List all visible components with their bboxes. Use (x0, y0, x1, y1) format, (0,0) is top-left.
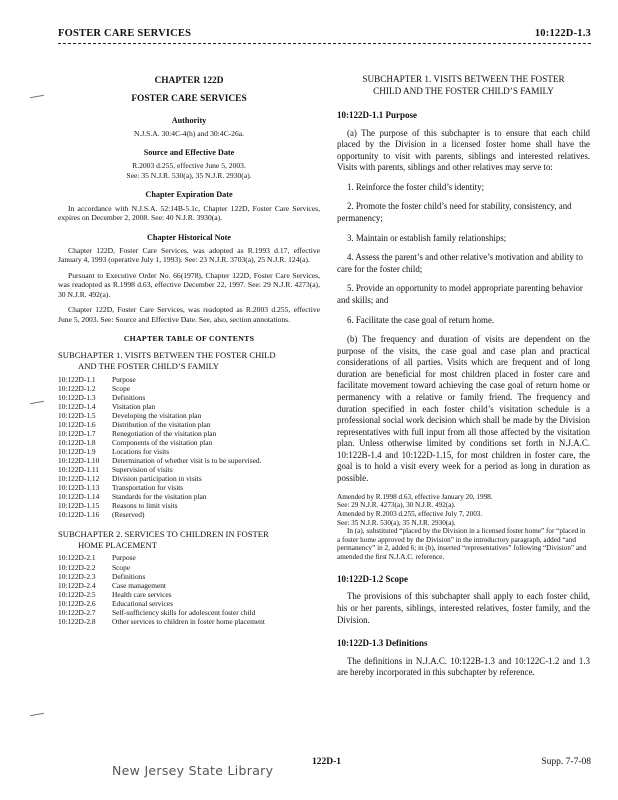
toc-entry (58, 420, 320, 429)
toc-entry (58, 590, 320, 599)
purpose-list-item: 1. Reinforce the foster child’s identity; (347, 181, 485, 192)
library-stamp: New Jersey State Library (112, 763, 274, 778)
amendment-line: See: 29 N.J.R. 4273(a), 30 N.J.R. 492(a). (337, 501, 456, 510)
section-heading-definitions: 10:122D-1.3 Definitions (337, 638, 428, 649)
amendment-line: Amended by R.2003 d.255, effective July 7, 2003. (337, 509, 483, 518)
toc-entry-number: 10:122D-2.8 (58, 616, 96, 626)
margin-mark (30, 95, 44, 98)
chapter-title: FOSTER CARE SERVICES (131, 93, 247, 104)
toc-entry (58, 411, 320, 420)
toc-entry-title: Definitions (112, 571, 146, 581)
toc-entry (58, 384, 320, 393)
toc-entry-number: 10:122D-1.13 (58, 482, 100, 492)
expiration-text: In accordance with N.J.S.A. 52:14B-5.1c, Chapter 122D, Foster Care Services, expires on December 2, 2008. See: 40 N.J.R. 3930(a). (58, 203, 320, 223)
subchapter-heading-line: SUBCHAPTER 1. VISITS BETWEEN THE FOSTER (362, 74, 565, 84)
left-column (58, 70, 320, 626)
toc-entry-number: 10:122D-2.1 (58, 553, 96, 563)
toc-subchapter-1 (58, 350, 320, 371)
toc-entry (58, 429, 320, 438)
toc-entry-number: 10:122D-2.4 (58, 580, 96, 590)
purpose-list-item: 2. Promote the foster child’s need for stability, consistency, and permanency; (337, 201, 572, 224)
toc-entry-number: 10:122D-1.9 (58, 446, 96, 456)
purpose-list-item: 5. Provide an opportunity to model appropriate parenting behavior and skills; and (337, 283, 583, 305)
toc-entry-title: (Reserved) (112, 509, 145, 519)
purpose-list (337, 182, 590, 326)
toc-entry-title: Developing the visitation plan (112, 410, 202, 420)
toc-entry-number: 10:122D-1.1 (58, 374, 96, 384)
toc-entry (58, 553, 320, 562)
toc-entry-number: 10:122D-2.5 (58, 589, 96, 599)
historical-note: Pursuant to Executive Order No. 66(1978), Chapter 122D, Foster Care Services, was readopted as R.1998 d.63, effective December 22, 1997. See: 29 N.J.R. 4273(a), 30 N.J.R. 492(a). (58, 270, 320, 299)
page-number: 122D-1 (312, 757, 342, 767)
subchapter-heading (337, 74, 590, 98)
toc-entry (58, 393, 320, 402)
purpose-list-item: 4. Assess the parent’s and other relative’s motivation and ability to care for the foster child; (337, 252, 583, 274)
toc-entry-number: 10:122D-1.4 (58, 401, 96, 411)
toc-entry (58, 465, 320, 474)
toc-entry-title: Purpose (112, 374, 136, 384)
toc-entry-number: 10:122D-2.7 (58, 607, 96, 617)
page-footer (0, 757, 618, 771)
amendment-note (337, 493, 590, 562)
section-heading-purpose: 10:122D-1.1 Purpose (337, 109, 417, 120)
toc-entry-number: 10:122D-1.16 (58, 509, 100, 519)
toc-entry-title: Educational services (112, 598, 173, 608)
toc-entry-number: 10:122D-1.15 (58, 500, 100, 510)
toc-entry-number: 10:122D-1.11 (58, 464, 99, 474)
toc-entry (58, 483, 320, 492)
toc-entry-number: 10:122D-1.14 (58, 491, 100, 501)
toc-entry-title: Scope (112, 562, 131, 572)
toc-entry (58, 456, 320, 465)
toc-entry (58, 572, 320, 581)
paragraph: (a) The purpose of this subchapter is to ensure that each child placed by the Division in a licensed foster home shall have the opportunity to visit with parents, siblings and interested relatives. Visits with parents, siblings and other relatives may serve to: (337, 127, 590, 173)
toc-entry (58, 501, 320, 510)
toc-entry-number: 10:122D-2.2 (58, 562, 96, 572)
paragraph: The definitions in N.J.A.C. 10:122B-1.3 and 10:122C-1.2 and 1.3 are hereby incorporated in this subchapter by reference. (337, 655, 590, 678)
authority-heading: Authority (171, 115, 207, 125)
toc-entry-number: 10:122D-1.10 (58, 455, 100, 465)
toc-entry-title: Distribution of the visitation plan (112, 419, 211, 429)
paragraph: (b) The frequency and duration of visits are dependent on the purpose of the visits, the case goal and case plan and practical considerations of all parties. Visits which are frequent and of long duration are beneficial for most children placed in foster care and facilitate movement toward achieving the case goal of return home or permanency with a relative or family friend. The frequency and duration specified in each foster child’s visitation schedule is a professional social work decision which shall be made by the Division representatives with full input from all those affected by the visitation plan. Unless otherwise limited by conditions set forth in N.J.A.C. 10:122B-1.4 and 10:122D-1.15, for most children in foster care, the goal is to hold a visit every week for a period as long in duration as possible. (337, 334, 590, 484)
toc-entry-title: Transportation for visits (112, 482, 184, 492)
toc-entry (58, 375, 320, 384)
toc-entry (58, 599, 320, 608)
toc-subchapter-title: SUBCHAPTER 1. VISITS BETWEEN THE FOSTER CHILD (58, 350, 276, 361)
toc-entry-title: Determination of whether visit is to be supervised. (112, 455, 262, 465)
toc-entry-number: 10:122D-1.2 (58, 383, 96, 393)
source-heading: Source and Effective Date (143, 148, 235, 158)
margin-mark (30, 401, 44, 404)
amendment-line: In (a), substituted “placed by the Division in a licensed foster home” for “placed in a foster home approved by the Division” in the introductory paragraph, added “and permanency” in 2, added 6; in (b), inserted “representatives” following “Division” and amended the first N.J.A.C. reference. (337, 527, 587, 562)
purpose-list-item: 6. Facilitate the case goal of return home. (347, 314, 495, 325)
supplement-date: Supp. 7-7-08 (541, 757, 591, 767)
toc-subchapter-2 (58, 529, 320, 550)
toc-entry-title: Division participation in visits (112, 473, 202, 483)
toc-entry-number: 10:122D-1.5 (58, 410, 96, 420)
toc-list-2 (58, 553, 320, 625)
toc-entry (58, 492, 320, 501)
chapter-number: CHAPTER 122D (154, 76, 224, 86)
paragraph: The provisions of this subchapter shall apply to each foster child, his or her parents, siblings, interested relatives, foster family, and the Division. (337, 591, 590, 625)
authority-text: N.J.S.A. 30:4C-4(h) and 30:4C-26a. (133, 128, 245, 138)
toc-entry (58, 608, 320, 617)
toc-entry-title: Visitation plan (112, 401, 156, 411)
toc-entry (58, 510, 320, 519)
toc-entry-title: Standards for the visitation plan (112, 491, 207, 501)
toc-subchapter-title: AND THE FOSTER CHILD’S FAMILY (78, 360, 220, 371)
toc-entry-number: 10:122D-2.3 (58, 571, 96, 581)
historical-note: Chapter 122D, Foster Care Services, was adopted as R.1993 d.17, effective January 4, 1993 (operative July 1, 1993). See: 23 N.J.R. 3703(a), 25 N.J.R. 124(a). (58, 245, 320, 265)
toc-entry-title: Scope (112, 383, 131, 393)
toc-entry-title: Other services to children in foster home placement (112, 616, 265, 626)
toc-entry-title: Health care services (112, 589, 172, 599)
running-header (58, 28, 591, 42)
right-column (337, 70, 590, 687)
toc-heading: CHAPTER TABLE OF CONTENTS (123, 334, 255, 344)
toc-entry (58, 563, 320, 572)
source-text: See: 35 N.J.R. 530(a), 35 N.J.R. 2930(a). (126, 170, 252, 180)
header-rule (58, 43, 591, 44)
toc-entry-number: 10:122D-1.3 (58, 392, 96, 402)
toc-entry-title: Locations for visits (112, 446, 170, 456)
toc-entry-title: Case management (112, 580, 166, 590)
header-title: FOSTER CARE SERVICES (58, 28, 192, 39)
toc-entry-number: 10:122D-1.7 (58, 428, 96, 438)
header-section: 10:122D-1.3 (534, 28, 591, 39)
toc-entry (58, 474, 320, 483)
toc-entry (58, 438, 320, 447)
historical-note: Chapter 122D, Foster Care Services, was readopted as R.2003 d.255, effective June 5, 2003. See: Source and Effective Date. See, also, section annotations. (58, 305, 320, 324)
toc-subchapter-title: HOME PLACEMENT (78, 539, 158, 550)
toc-subchapter-title: SUBCHAPTER 2. SERVICES TO CHILDREN IN FOSTER (58, 529, 269, 540)
toc-entry (58, 581, 320, 590)
toc-entry-number: 10:122D-2.6 (58, 598, 96, 608)
toc-list-1 (58, 375, 320, 520)
section-heading-scope: 10:122D-1.2 Scope (337, 573, 408, 584)
toc-entry-number: 10:122D-1.6 (58, 419, 96, 429)
toc-entry-title: Reasons to limit visits (112, 500, 178, 510)
toc-entry-title: Self-sufficiency skills for adolescent foster child (112, 607, 256, 617)
toc-entry-number: 10:122D-1.12 (58, 473, 100, 483)
toc-entry-title: Renegotiation of the visitation plan (112, 428, 217, 438)
amendment-line: See: 35 N.J.R. 530(a), 35 N.J.R. 2930(a). (337, 518, 456, 527)
toc-entry (58, 617, 320, 626)
subchapter-heading-line: CHILD AND THE FOSTER CHILD’S FAMILY (373, 85, 554, 96)
purpose-list-item: 3. Maintain or establish family relationships; (347, 232, 507, 243)
toc-entry-title: Purpose (112, 553, 136, 563)
toc-entry-title: Components of the visitation plan (112, 437, 213, 447)
toc-entry (58, 447, 320, 456)
toc-entry-title: Definitions (112, 392, 146, 402)
amendment-line: Amended by R.1998 d.63, effective January 20, 1998. (337, 492, 493, 501)
toc-entry (58, 402, 320, 411)
historical-note-heading: Chapter Historical Note (147, 232, 231, 242)
expiration-heading: Chapter Expiration Date (145, 190, 233, 200)
toc-entry-number: 10:122D-1.8 (58, 437, 96, 447)
margin-mark (30, 713, 44, 716)
toc-entry-title: Supervision of visits (112, 464, 173, 474)
source-text: R.2003 d.255, effective June 5, 2003. (132, 161, 246, 171)
